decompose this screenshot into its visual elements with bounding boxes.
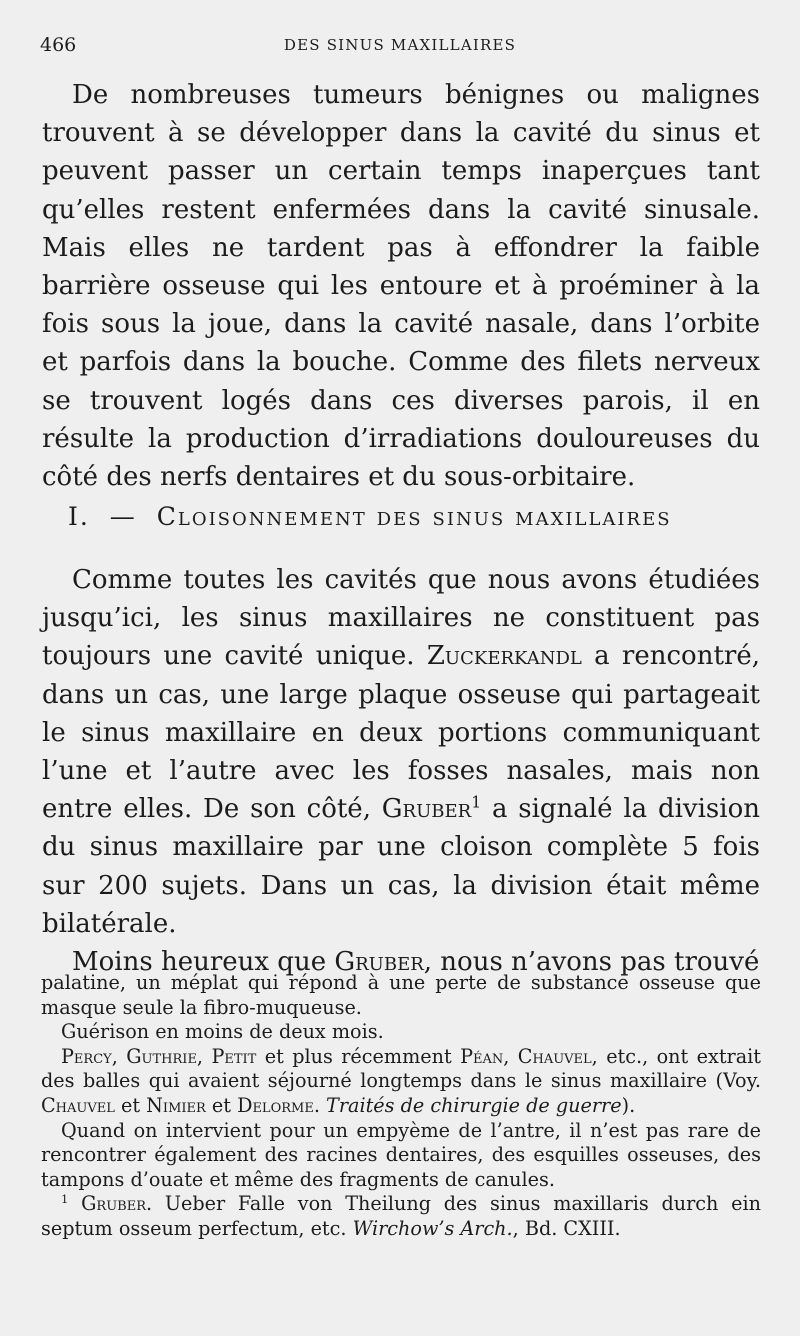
author-name: Gruber [334,947,424,978]
author-name: Gruber [381,794,472,825]
text-run: et [205,1093,238,1117]
footnote [41,1192,761,1241]
author-name: Zuckerkandl [426,641,582,672]
author-name: Chauvel [41,1093,115,1117]
text-run: . [313,1093,327,1117]
paragraph-cloisonnement [42,561,760,981]
paragraph-text: De nombreuses tumeurs bénignes ou malignes trouvent à se développer dans la cavité du sinus et peuvent passer un certain temps inaperçues tant qu’elles restent enfermées dans la cavité sinusale. Mais elles ne tardent pas à effondrer la faible barrière osseuse qui les entoure et à proéminer à la fois sous la joue, dans la cavité nasale, dans l’orbite et parfois dans la bouche. Comme des filets nerveux se trouvent logés dans ces diverses parois, il en résulte la production d’irradiations douloureuses du côté des nerfs dentaires et du sous-orbitaire. [42,80,760,493]
page-number: 466 [40,34,77,56]
author-name: Gruber [81,1192,146,1216]
text-run: ). [621,1093,636,1117]
note-continuation: palatine, un méplat qui répond à une perte de substance osseuse que masque seule la fibro-muqueuse. [41,971,761,1019]
paragraph-tumors [42,76,760,496]
text-run: a signalé la division du sinus maxillaire par une cloison complète 5 fois sur 200 sujets. Dans un cas, la division était même bilatérale. [42,794,760,939]
text-run: . Ueber Falle von Theilung des sinus maxillaris durch ein septum osseum perfectum, etc. [41,1192,761,1240]
journal-title: Wirchow’s Arch. [352,1216,513,1240]
author-names: Percy, Guthrie, Petit [61,1044,257,1068]
section-dash: — [109,502,137,531]
author-name: Delorme [237,1093,314,1117]
author-name: Nimier [146,1093,206,1117]
note-paragraph: Quand on intervient pour un empyème de l’antre, il n’est pas rare de rencontrer également des racines dentaires, des esquilles osseuses, des tampons d’ouate et même des fragments de canules. [41,1118,761,1191]
footnote-reference: 1 [471,793,482,812]
note-line: Guérison en moins de deux mois. [61,1020,384,1044]
section-number: I. [68,502,90,531]
text-run: a rencontré, dans un cas, une large plaque osseuse qui partageait le sinus maxillaire en deux portions communiquant l’une et l’autre avec les fosses nasales, mais non entre elles. De son côté, [42,641,760,825]
footnote-mark: 1 [61,1192,69,1207]
section-title: Cloisonnement des sinus maxillaires [156,502,672,531]
text-run: et [114,1093,147,1117]
page-header [40,34,760,60]
text-run: et plus récemment [256,1044,461,1068]
notes-section [41,971,761,1242]
text-run: , Bd. CXIII. [512,1216,621,1240]
section-heading [68,502,760,531]
text-run: etc., ont extrait des balles qui avaient séjourné longtemps dans le sinus maxillaire (Voy. [41,1044,761,1093]
text-run: Comme toutes les cavités que nous avons étudiées jusqu’ici, les sinus maxillaires ne constituent pas toujours une cavité unique. [42,565,760,672]
text-run: Moins heureux que [72,947,335,978]
note-paragraph [41,1045,761,1119]
running-title: DES SINUS MAXILLAIRES [283,36,517,54]
book-title: Traités de chirurgie de guerre [326,1093,622,1117]
author-names: Péan, Chauvel, [460,1044,598,1068]
text-run: , nous n’avons pas trouvé [423,947,760,978]
paragraph-text [42,561,760,943]
